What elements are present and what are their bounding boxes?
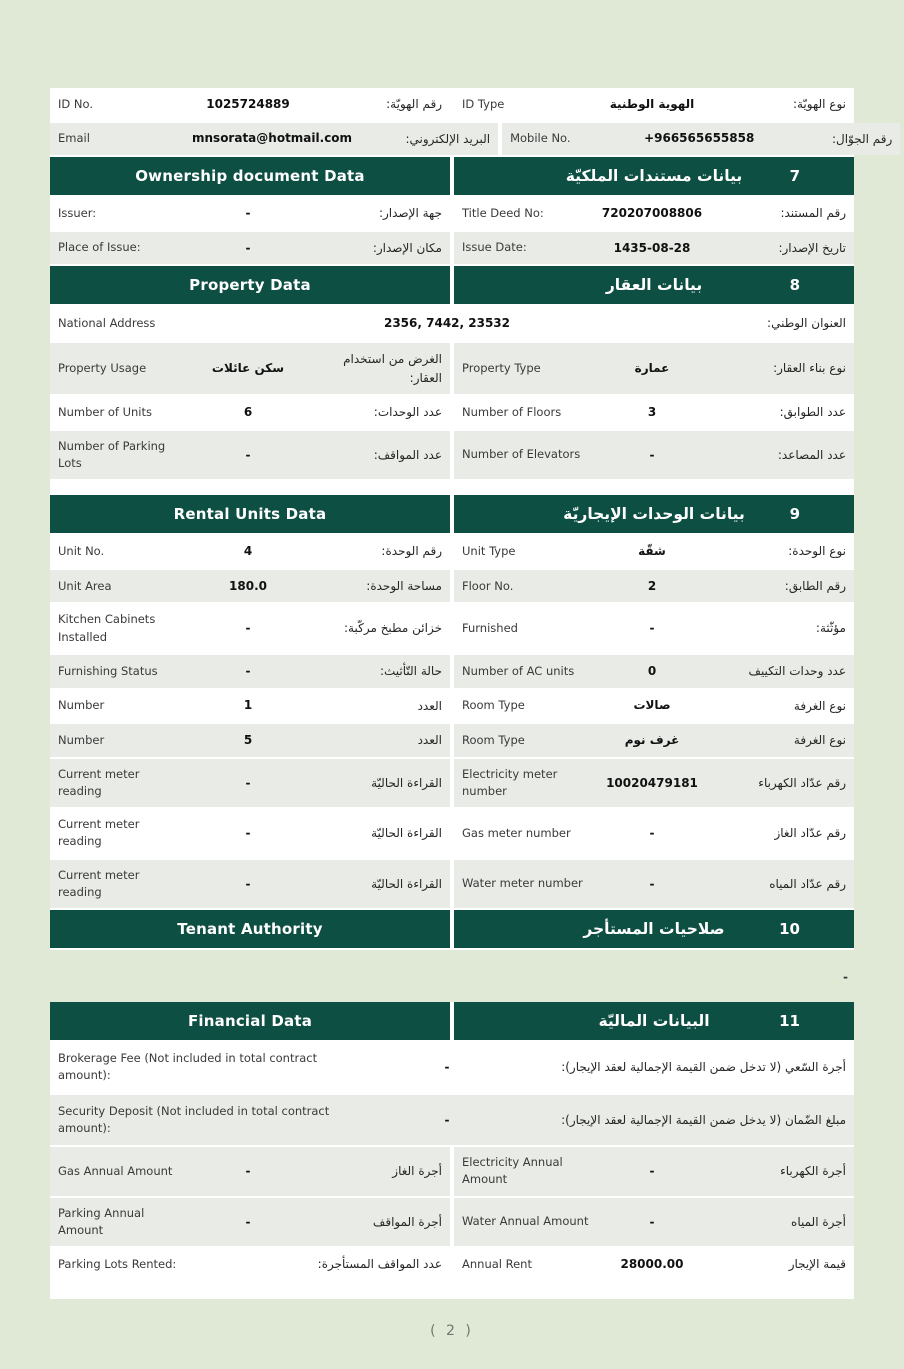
section-header-right bbox=[454, 157, 854, 195]
table-row bbox=[50, 759, 854, 810]
row-left-half bbox=[50, 570, 454, 603]
table-row bbox=[50, 88, 854, 123]
field-label-english: ID Type bbox=[462, 96, 505, 111]
field-label-english: Furnished bbox=[462, 621, 518, 636]
row-left-half bbox=[50, 809, 454, 858]
field-label-arabic: قيمة الإيجار bbox=[788, 1257, 846, 1272]
field-label-english: Mobile No. bbox=[510, 131, 571, 146]
section-header-left bbox=[50, 266, 454, 304]
field-label-english: Annual Rent bbox=[462, 1256, 532, 1271]
table-row bbox=[50, 343, 854, 396]
field-label-arabic: رقم عدّاد الغاز bbox=[774, 826, 846, 841]
row-spacer bbox=[50, 481, 854, 495]
table-row bbox=[50, 604, 854, 655]
section-number: 11 bbox=[779, 1012, 800, 1031]
field-label-arabic: نوع الوحدة: bbox=[788, 544, 846, 559]
field-value: - bbox=[245, 447, 251, 462]
section-header-left bbox=[50, 910, 454, 948]
table-row-full-width bbox=[50, 1095, 854, 1148]
contract-page-card-top bbox=[50, 88, 893, 950]
section-header bbox=[50, 910, 854, 950]
field-label-english: Room Type bbox=[462, 698, 525, 713]
row-left-half bbox=[50, 860, 454, 909]
field-label-english: Number bbox=[58, 698, 105, 713]
field-value: - bbox=[649, 621, 655, 636]
field-label-arabic: رقم الوحدة: bbox=[381, 544, 442, 559]
section-number: 7 bbox=[789, 167, 800, 186]
row-left-half bbox=[50, 123, 502, 156]
page-number: ( 2 ) bbox=[430, 1322, 474, 1339]
row-right-half bbox=[454, 1147, 854, 1196]
field-label-english: Brokerage Fee (Not included in total contract amount): bbox=[58, 1051, 318, 1083]
field-label-english: Number of Units bbox=[58, 404, 152, 419]
field-label-arabic: العدد bbox=[417, 733, 442, 748]
field-value: - bbox=[245, 775, 251, 790]
field-label-english: Floor No. bbox=[462, 578, 514, 593]
table-row-full-width bbox=[50, 306, 854, 343]
section-header bbox=[50, 157, 854, 197]
field-label-arabic: رقم الهويّة: bbox=[386, 97, 442, 111]
field-label-english: Room Type bbox=[462, 732, 525, 747]
orphan-dash-value: - bbox=[843, 970, 848, 985]
section-title-english: Rental Units Data bbox=[173, 505, 327, 524]
field-value: صالات bbox=[633, 698, 671, 713]
field-label-english: Furnishing Status bbox=[58, 663, 158, 678]
section-header-left bbox=[50, 495, 454, 533]
field-label-arabic: رقم الجوّال: bbox=[831, 131, 893, 146]
field-value: - bbox=[444, 1060, 450, 1075]
field-label-arabic: نوع الغرفة bbox=[793, 733, 846, 748]
row-left-half bbox=[50, 88, 454, 121]
row-right-half bbox=[454, 1248, 854, 1281]
field-value: 2 bbox=[647, 578, 657, 593]
between-sections-gap bbox=[50, 950, 854, 1002]
field-label-english: ID No. bbox=[58, 96, 93, 111]
section-number: 10 bbox=[779, 920, 800, 939]
section-header-right bbox=[454, 1002, 854, 1040]
table-row bbox=[50, 809, 854, 860]
field-label-english: Title Deed No: bbox=[462, 205, 544, 220]
table-row bbox=[50, 232, 854, 267]
field-value: عمارة bbox=[634, 361, 670, 376]
row-left-half bbox=[50, 655, 454, 688]
field-label-english: Current meter reading bbox=[58, 817, 140, 849]
field-label-arabic: نوع بناء العقار: bbox=[773, 361, 846, 376]
field-value: - bbox=[649, 447, 655, 462]
field-value: - bbox=[649, 1214, 655, 1229]
field-value: - bbox=[649, 826, 655, 841]
field-label-english: Current meter reading bbox=[58, 867, 140, 899]
table-row bbox=[50, 123, 893, 158]
field-label-arabic: عدد المصاعد: bbox=[777, 447, 846, 462]
row-left-half bbox=[50, 724, 454, 757]
row-left-half bbox=[50, 759, 454, 808]
field-value: 3 bbox=[647, 405, 657, 420]
field-value: - bbox=[245, 206, 251, 221]
field-label-arabic: حالة التّأثيث: bbox=[379, 663, 442, 678]
field-value: 5 bbox=[243, 733, 253, 748]
table-row bbox=[50, 396, 854, 431]
field-label-arabic: أجرة المياه bbox=[791, 1214, 846, 1229]
field-value: 2356, 7442, 23532 bbox=[383, 316, 511, 331]
row-right-half bbox=[454, 759, 854, 808]
section-number: 8 bbox=[789, 276, 800, 295]
field-label-arabic: رقم المستند: bbox=[780, 206, 846, 221]
field-value: 4 bbox=[243, 544, 253, 559]
section-title-arabic: بيانات مستندات الملكيّة bbox=[565, 167, 743, 186]
row-left-half bbox=[50, 431, 454, 480]
row-left-half bbox=[50, 604, 454, 653]
field-label-english: Electricity Annual Amount bbox=[462, 1155, 563, 1187]
field-label-arabic: العنوان الوطني: bbox=[767, 316, 846, 331]
field-label-english: Unit Area bbox=[58, 578, 112, 593]
section-title-english: Ownership document Data bbox=[135, 167, 365, 186]
field-label-english: Unit No. bbox=[58, 543, 105, 558]
field-value: شقّة bbox=[638, 544, 666, 559]
row-right-half bbox=[454, 690, 854, 723]
field-label-arabic: عدد المواقف المستأجرة: bbox=[317, 1257, 442, 1272]
field-label-arabic: مساحة الوحدة: bbox=[366, 578, 442, 593]
row-right-half bbox=[454, 343, 854, 394]
row-right-half bbox=[454, 570, 854, 603]
field-label-english: Number of Floors bbox=[462, 404, 562, 419]
field-label-arabic: خزائن مطبخ مركّبة: bbox=[344, 621, 442, 636]
field-value: 180.0 bbox=[229, 578, 267, 593]
field-label-english: Current meter reading bbox=[58, 766, 140, 798]
field-label-english: National Address bbox=[58, 316, 156, 331]
field-label-english: Property Type bbox=[462, 360, 541, 375]
section-title-english: Financial Data bbox=[187, 1012, 313, 1031]
row-left-half bbox=[50, 690, 454, 723]
contract-page-card-financial bbox=[50, 1002, 854, 1299]
table-row bbox=[50, 570, 854, 605]
field-label-english: Parking Lots Rented: bbox=[58, 1256, 177, 1271]
field-value: - bbox=[245, 1214, 251, 1229]
field-label-arabic: أجرة المواقف bbox=[372, 1214, 442, 1229]
table-row bbox=[50, 431, 854, 482]
section-header-left bbox=[50, 1002, 454, 1040]
field-value: الهوية الوطنية bbox=[609, 96, 695, 111]
field-value: 28000.00 bbox=[620, 1257, 684, 1272]
row-right-half bbox=[454, 655, 854, 688]
row-left-half bbox=[50, 197, 454, 230]
field-label-arabic: جهة الإصدار: bbox=[378, 206, 442, 221]
section-header bbox=[50, 1002, 854, 1042]
row-right-half bbox=[454, 431, 854, 480]
field-value: - bbox=[245, 621, 251, 636]
field-label-arabic: العدد bbox=[417, 698, 442, 713]
row-right-half bbox=[454, 860, 854, 909]
field-label-english: Issuer: bbox=[58, 205, 97, 220]
table-row bbox=[50, 690, 854, 725]
section-title-arabic: صلاحيات المستأجر bbox=[583, 920, 725, 939]
field-label-english: Number of Parking Lots bbox=[58, 438, 166, 470]
field-label-english: Unit Type bbox=[462, 543, 516, 558]
field-label-arabic: رقم عدّاد الكهرباء bbox=[758, 775, 846, 790]
row-left-half bbox=[50, 1147, 454, 1196]
field-label-arabic: القراءة الحاليّة bbox=[371, 826, 442, 841]
row-right-half bbox=[454, 724, 854, 757]
section-title-arabic: البيانات الماليّة bbox=[598, 1012, 710, 1031]
row-right-half bbox=[454, 809, 854, 858]
field-label-english: Gas meter number bbox=[462, 825, 571, 840]
table-row bbox=[50, 197, 854, 232]
section-number: 9 bbox=[789, 505, 800, 524]
field-value: 6 bbox=[243, 405, 253, 420]
section-header-right bbox=[454, 495, 854, 533]
card-bottom-padding bbox=[50, 1283, 854, 1299]
field-value: - bbox=[245, 876, 251, 891]
field-label-arabic: عدد المواقف: bbox=[373, 447, 442, 462]
table-row bbox=[50, 860, 854, 911]
field-label-english: Kitchen Cabinets Installed bbox=[58, 612, 156, 644]
field-label-arabic: تاريخ الإصدار: bbox=[778, 240, 846, 255]
field-value: 1025724889 bbox=[206, 96, 290, 111]
field-label-english: Gas Annual Amount bbox=[58, 1163, 173, 1178]
section-title-arabic: بيانات الوحدات الإيجاريّة bbox=[563, 505, 745, 524]
field-label-english: Issue Date: bbox=[462, 240, 527, 255]
section-header-right bbox=[454, 266, 854, 304]
field-value: 1 bbox=[243, 698, 253, 713]
section-header-left bbox=[50, 157, 454, 195]
field-label-english: Email bbox=[58, 131, 90, 146]
field-label-english: Number of Elevators bbox=[462, 447, 581, 462]
row-right-half bbox=[454, 232, 854, 265]
table-row bbox=[50, 1147, 854, 1198]
field-value: 1435-08-28 bbox=[613, 240, 691, 255]
field-value: - bbox=[245, 1164, 251, 1179]
field-label-arabic: البريد الإلكتروني: bbox=[405, 131, 491, 146]
field-value: - bbox=[245, 826, 251, 841]
field-value: 10020479181 bbox=[606, 775, 698, 790]
table-row bbox=[50, 655, 854, 690]
table-row-full-width bbox=[50, 1042, 854, 1095]
row-right-half bbox=[502, 123, 900, 156]
field-label-arabic: مكان الإصدار: bbox=[372, 240, 442, 255]
field-value: - bbox=[444, 1112, 450, 1127]
row-right-half bbox=[454, 604, 854, 653]
table-row bbox=[50, 1248, 854, 1283]
row-right-half bbox=[454, 396, 854, 429]
row-left-half bbox=[50, 535, 454, 568]
field-value: 720207008806 bbox=[601, 206, 703, 221]
row-left-half bbox=[50, 343, 454, 394]
field-label-arabic: رقم عدّاد المياه bbox=[769, 876, 846, 891]
table-row bbox=[50, 1198, 854, 1249]
field-value: - bbox=[649, 1164, 655, 1179]
field-label-english: Water Annual Amount bbox=[462, 1214, 589, 1229]
table-row bbox=[50, 535, 854, 570]
field-label-english: Number bbox=[58, 732, 105, 747]
section-title-english: Tenant Authority bbox=[177, 920, 323, 939]
section-title-arabic: بيانات العقار bbox=[605, 276, 703, 295]
row-left-half bbox=[50, 232, 454, 265]
field-label-arabic: أجرة الغاز bbox=[392, 1164, 442, 1179]
field-value: سكن عائلات bbox=[211, 361, 285, 376]
row-left-half bbox=[50, 1248, 454, 1281]
field-label-arabic: القراءة الحاليّة bbox=[371, 876, 442, 891]
field-value: - bbox=[245, 240, 251, 255]
field-label-arabic: أجرة السّعي (لا تدخل ضمن القيمة الإجمالية لعقد الإيجار): bbox=[561, 1060, 846, 1075]
field-label-arabic: مؤثّثة: bbox=[815, 621, 846, 636]
row-left-half bbox=[50, 1198, 454, 1247]
field-label-english: Parking Annual Amount bbox=[58, 1205, 145, 1237]
field-value: +966565655858 bbox=[644, 131, 755, 146]
table-row bbox=[50, 724, 854, 759]
field-label-english: Place of Issue: bbox=[58, 240, 141, 255]
section-header bbox=[50, 266, 854, 306]
field-label-arabic: القراءة الحاليّة bbox=[371, 775, 442, 790]
field-label-arabic: عدد وحدات التكييف bbox=[748, 663, 846, 678]
field-label-english: Water meter number bbox=[462, 876, 583, 891]
row-left-half bbox=[50, 396, 454, 429]
section-header bbox=[50, 495, 854, 535]
field-value: - bbox=[245, 663, 251, 678]
field-label-arabic: رقم الطابق: bbox=[784, 578, 846, 593]
row-right-half bbox=[454, 197, 854, 230]
field-label-english: Property Usage bbox=[58, 360, 147, 375]
field-label-english: Number of AC units bbox=[462, 663, 575, 678]
row-right-half bbox=[454, 1198, 854, 1247]
field-value: mnsorata@hotmail.com bbox=[192, 131, 353, 146]
field-label-arabic: نوع الغرفة bbox=[793, 698, 846, 713]
field-value: 0 bbox=[647, 663, 657, 678]
field-label-english: Security Deposit (Not included in total contract amount): bbox=[58, 1103, 330, 1135]
section-title-english: Property Data bbox=[189, 276, 311, 295]
field-label-arabic: الغرض من استخدام العقار: bbox=[343, 351, 442, 385]
field-label-arabic: عدد الوحدات: bbox=[373, 405, 442, 420]
row-right-half bbox=[454, 535, 854, 568]
section-header-right bbox=[454, 910, 854, 948]
field-label-arabic: نوع الهويّة: bbox=[792, 97, 846, 111]
field-label-arabic: عدد الطوابق: bbox=[779, 405, 846, 420]
field-label-arabic: أجرة الكهرباء bbox=[780, 1164, 846, 1179]
field-value: غرف نوم bbox=[624, 733, 680, 748]
field-value: - bbox=[649, 876, 655, 891]
row-right-half bbox=[454, 88, 854, 121]
field-label-arabic: مبلغ الضّمان (لا يدخل ضمن القيمة الإجمالية لعقد الإيجار): bbox=[561, 1112, 846, 1127]
field-label-english: Electricity meter number bbox=[462, 766, 558, 798]
